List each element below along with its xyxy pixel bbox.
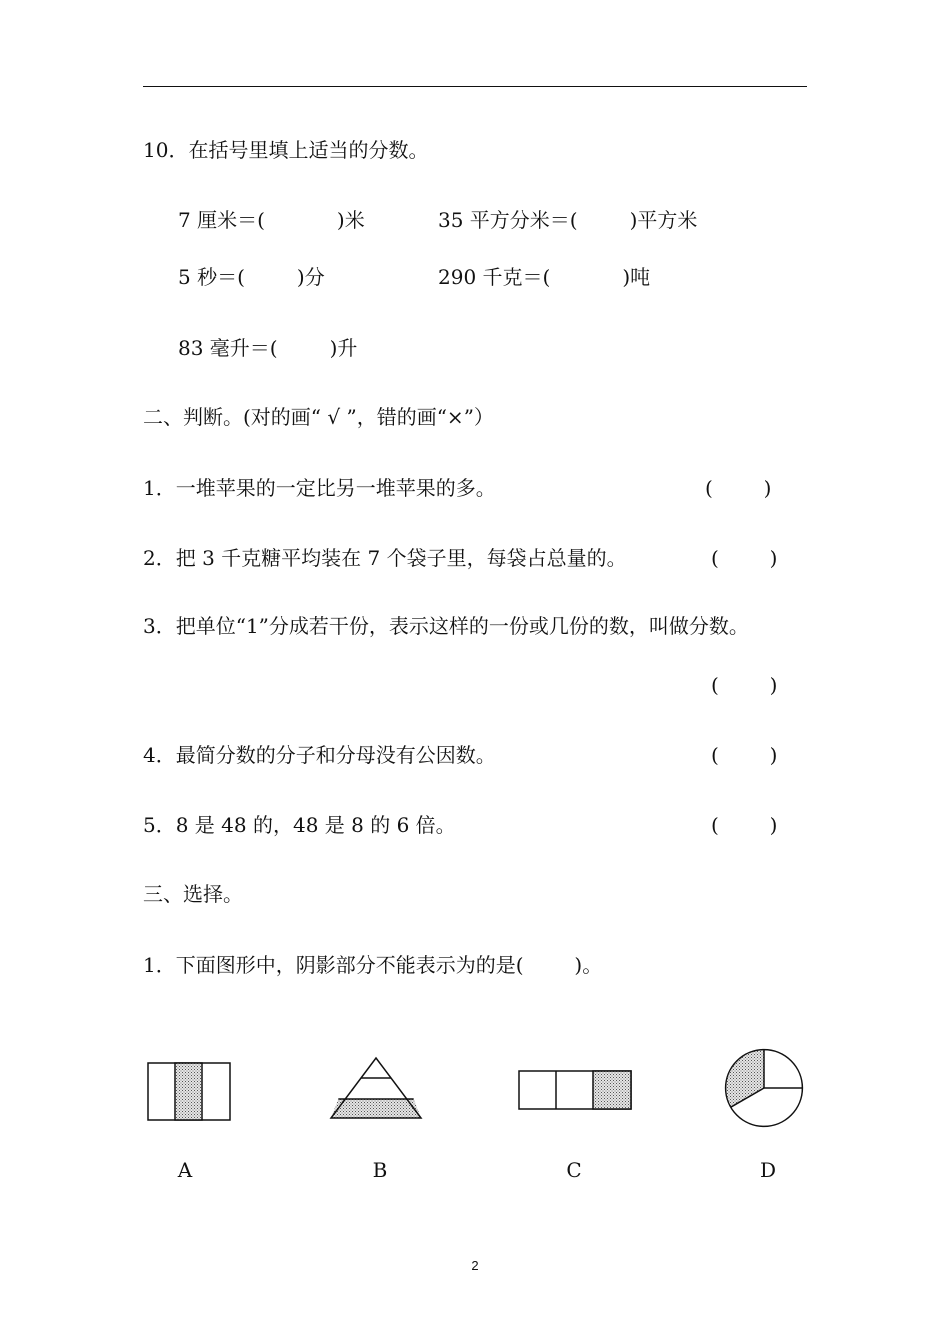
option-c-label[interactable]: C — [566, 1158, 582, 1182]
figure-a[interactable] — [146, 1060, 232, 1124]
q10-item-1-suffix: )米 — [336, 208, 365, 232]
judge-item-4-text: 4．最简分数的分子和分母没有公因数。 — [143, 743, 496, 767]
header-rule — [143, 86, 807, 87]
option-d-label[interactable]: D — [759, 1158, 777, 1182]
choice-q1-text: 1．下面图形中，阴影部分不能表示为的是( )。 — [143, 953, 603, 977]
judge-item-3-text: 3．把单位“1”分成若干份，表示这样的一份或几份的数，叫做分数。 — [143, 614, 749, 638]
judge-item-5-text: 5．8 是 48 的，48 是 8 的 6 倍。 — [143, 813, 456, 837]
q10-item-4-prefix: 290 千克＝( — [438, 265, 551, 289]
q10-item-3-prefix: 5 秒＝( — [178, 265, 245, 289]
section3-title: 三、选择。 — [143, 882, 243, 906]
figure-d[interactable] — [724, 1048, 806, 1130]
q10-item-2-prefix: 35 平方分米＝( — [438, 208, 578, 232]
option-a-label[interactable]: A — [177, 1158, 193, 1182]
q10-item-5-suffix: )升 — [329, 336, 358, 360]
q10-item-3 — [178, 265, 325, 289]
option-b-label[interactable]: B — [372, 1158, 388, 1182]
q10-item-2 — [438, 208, 697, 232]
section2-title: 二、判断。(对的画“ √ ”，错的画“×”） — [143, 405, 494, 429]
q10-title: 10．在括号里填上适当的分数。 — [143, 138, 429, 162]
judge-item-2-text: 2．把 3 千克糖平均装在 7 个袋子里，每袋占总量的。 — [143, 546, 627, 570]
q10-item-5-prefix: 83 毫升＝( — [178, 336, 278, 360]
judge-item-1-answer[interactable]: ( ) — [705, 476, 772, 500]
judge-item-2-answer[interactable]: ( ) — [711, 546, 778, 570]
judge-item-4-answer[interactable]: ( ) — [711, 743, 778, 767]
page-number: 2 — [471, 1258, 479, 1273]
q10-item-5 — [178, 336, 357, 360]
q10-item-3-suffix: )分 — [296, 265, 325, 289]
q10-item-1-prefix: 7 厘米＝( — [178, 208, 265, 232]
q10-item-1 — [178, 208, 365, 232]
q10-item-4 — [438, 265, 650, 289]
figure-b[interactable] — [328, 1054, 424, 1122]
q10-item-4-suffix: )吨 — [622, 265, 651, 289]
judge-item-1-text: 1．一堆苹果的一定比另一堆苹果的多。 — [143, 476, 496, 500]
judge-item-5-answer[interactable]: ( ) — [711, 813, 778, 837]
q10-item-2-suffix: )平方米 — [629, 208, 698, 232]
figure-c[interactable] — [517, 1068, 633, 1112]
judge-item-3-answer[interactable]: ( ) — [711, 673, 778, 697]
